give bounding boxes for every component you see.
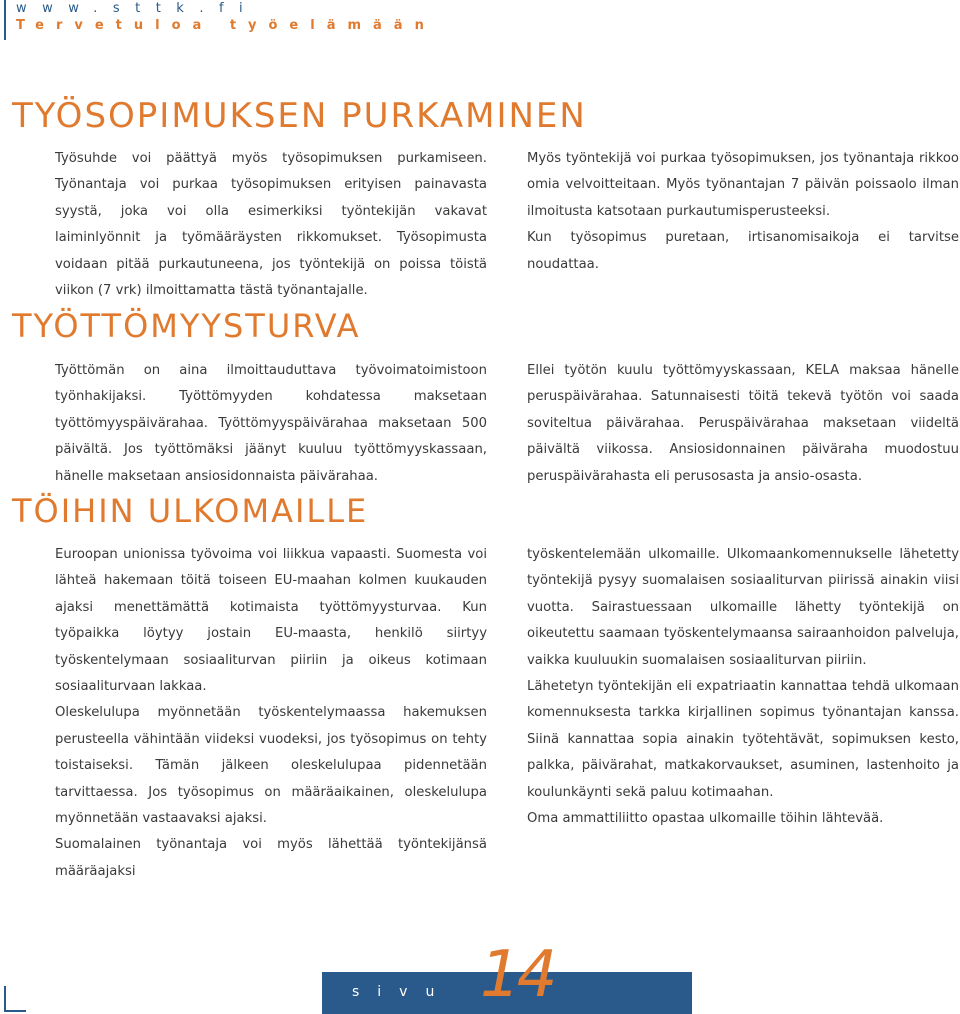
section-2-left-column (55, 358, 487, 490)
paragraph: Työsuhde voi päättyä myös työsopimuksen purkamiseen. Työnantaja voi purkaa työsopimuksen erityisen painavasta syystä, joka voi olla esimerkiksi työntekijän vakavat laiminlyönnit ja työmääräysten rikkomukset. Työsopimusta voidaan pitää purkautuneena, jos työntekijä on poissa töistä viikon (7 vrk) ilmoittamatta tästä työnantajalle. (55, 151, 487, 299)
footer-corner-mark (4, 1010, 26, 1012)
page-label: sivu (352, 984, 453, 1000)
section-2-right-column (527, 358, 959, 490)
section-1-left-column (55, 146, 487, 304)
paragraph: Kun työsopimus puretaan, irtisanomisaikoja ei tarvitse noudattaa. (527, 230, 959, 272)
paragraph: Työttömän on aina ilmoittauduttava työvoimatoimistoon työnhakijaksi. Työttömyyden kohdatessa maksetaan työttömyyspäivärahaa. Työttömyyspäivärahaa maksetaan 500 päivältä. Jos työttömäksi jäänyt kuuluu työttömyyskassaan, hänelle maksetaan ansiosidonnaista päivärahaa. (55, 363, 487, 484)
section-title-tyosopimuksen-purkaminen: TYÖSOPIMUKSEN PURKAMINEN (12, 96, 587, 136)
paragraph: Lähetetyn työntekijän eli expatriaatin kannattaa tehdä ulkomaan komennuksesta tarkka kirjallinen sopimus työnantajan kanssa. Siinä kannattaa sopia ainakin työtehtävät, sopimuksen kesto, palkka, päivärahat, matkakorvaukset, asuminen, lastenhoito ja koulunkäynti sekä paluu kotimaahan. (527, 679, 959, 800)
site-url: www.sttk.fi (16, 1, 259, 16)
section-3-left-column (55, 542, 487, 885)
site-tagline: Tervetuloa työelämään (16, 18, 436, 33)
paragraph: Euroopan unionissa työvoima voi liikkua vapaasti. Suomesta voi lähteä hakemaan töitä toiseen EU-maahan kolmen kuukauden ajaksi menettämättä kotimaista työttömyysturvaa. Kun työpaikka löytyy jostain EU-maasta, henkilö siirtyy työskentelymaan sosiaaliturvan piiriin ja oikeus kotimaan sosiaaliturvaan lakkaa. (55, 547, 487, 695)
page-number: 14 (480, 938, 554, 1012)
section-title-toihin-ulkomaille: TÖIHIN ULKOMAILLE (12, 492, 369, 530)
footer-corner-mark (4, 986, 6, 1012)
paragraph: Myös työntekijä voi purkaa työsopimuksen, jos työnantaja rikkoo omia velvoitteitaan. Myös työnantajan 7 päivän poissaolo ilman ilmoitusta katsotaan purkautumisperusteeksi. (527, 151, 959, 219)
paragraph: Suomalainen työnantaja voi myös lähettää työntekijänsä määräajaksi (55, 837, 487, 879)
paragraph: Oleskelulupa myönnetään työskentelymaassa hakemuksen perusteella vähintään viideksi vuodeksi, jos työsopimus on tehty toistaiseksi. Tämän jälkeen oleskelulupaa pidennetään tarvittaessa. Jos työsopimus on määräaikainen, oleskelulupa myönnetään vastaavaksi ajaksi. (55, 705, 487, 827)
section-1-right-column (527, 146, 959, 278)
paragraph: työskentelemään ulkomaille. Ulkomaankomennukselle lähetetty työntekijä pysyy suomalaisen sosiaaliturvan piirissä ainakin viisi vuotta. Sairastuessaan ulkomaille lähetty työntekijä on oikeutettu saamaan työskentelymaansa sairaanhoidon palveluja, vaikka kuuluukin suomalaisen sosiaaliturvan piiriin. (527, 547, 959, 668)
header-accent-bar (4, 0, 6, 40)
paragraph: Ellei työtön kuulu työttömyyskassaan, KELA maksaa hänelle peruspäivärahaa. Satunnaisesti töitä tekevä työtön voi saada soviteltua päivärahaa. Peruspäivärahaa maksetaan viideltä päivältä viikossa. Ansiosidonnainen päiväraha muodostuu peruspäivärahasta eli perusosasta ja ansio-osasta. (527, 363, 959, 484)
section-3-right-column (527, 542, 959, 832)
paragraph: Oma ammattiliitto opastaa ulkomaille töihin lähtevää. (527, 811, 884, 827)
section-title-tyottomyysturva: TYÖTTÖMYYSTURVA (12, 307, 361, 345)
